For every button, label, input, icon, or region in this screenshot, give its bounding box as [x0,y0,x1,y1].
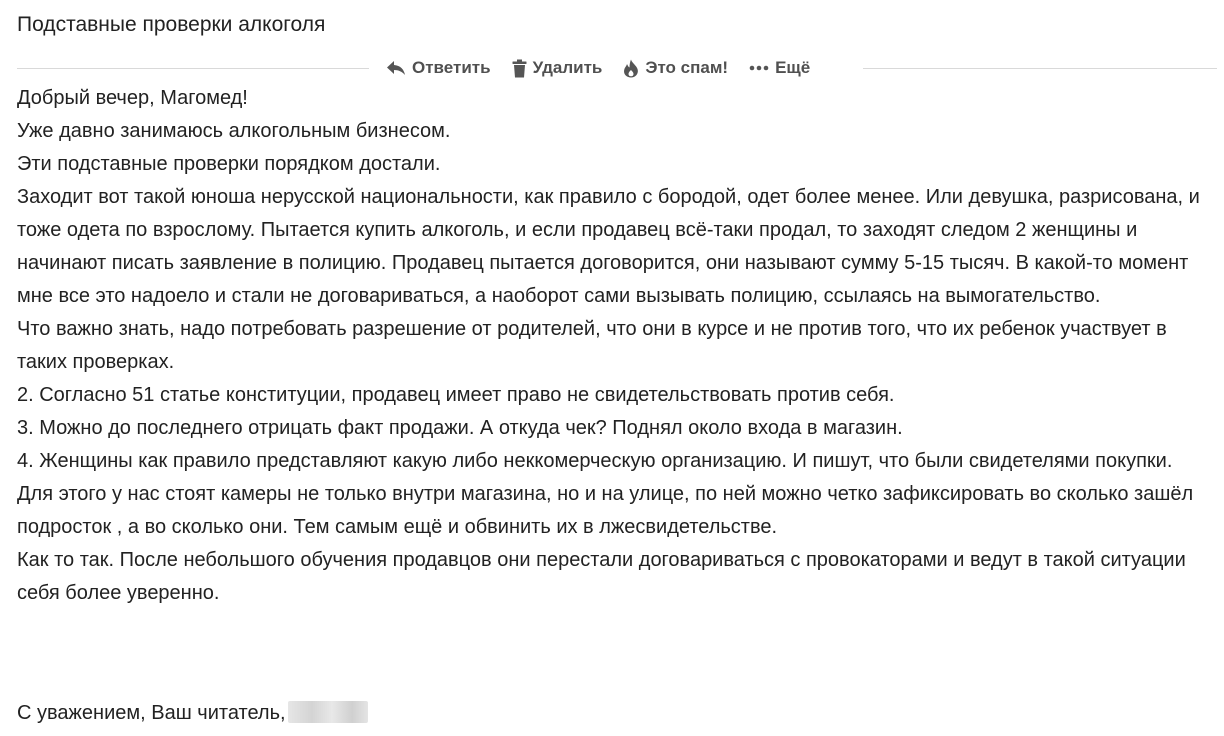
action-toolbar-row [17,56,1217,80]
body-paragraph: Уже давно занимаюсь алкогольным бизнесом. [17,120,451,142]
more-button-label: Ещё [775,58,811,77]
delete-button-label: Удалить [532,58,603,77]
action-toolbar [386,56,810,80]
delete-button[interactable] [512,56,603,80]
more-button[interactable] [749,56,810,80]
toolbar-divider-left [17,68,369,69]
reply-button-label: Ответить [412,58,491,77]
redacted-sender-name [288,701,368,723]
toolbar-divider-right [863,68,1217,69]
fire-icon [623,59,639,78]
body-paragraph: Что важно знать, надо потребовать разрешение от родителей, что они в курсе и не против того, что их ребенок участвует в таких проверках. [17,318,1167,373]
signature-text: С уважением, Ваш читатель, [17,702,286,724]
email-body [17,82,1212,610]
email-subject: Подставные проверки алкоголя [17,13,326,36]
reply-arrow-icon [386,60,406,76]
body-paragraph: 3. Можно до последнего отрицать факт продажи. А откуда чек? Поднял около входа в магазин. [17,417,903,439]
reply-button[interactable] [386,56,491,80]
email-signature [17,697,368,730]
body-paragraph: Как то так. После небольшого обучения продавцов они перестали договариваться с провокаторами и ведут в такой ситуации себя более уверенно. [17,549,1186,604]
body-paragraph: Заходит вот такой юноша нерусской национальности, как правило с бородой, одет более менее. Или девушка, разрисована, и тоже одета по взрослому. Пытается купить алкоголь, и если продавец всё-таки продал, то заходят следом 2 женщины и начинают писать заявление в полицию. Продавец пытается договорится, они называют сумму 5-15 тысяч. В какой-то момент мне все это надоело и стали не договариваться, а наоборот сами вызывать полицию, ссылаясь на вымогательство. [17,186,1200,307]
more-dots-icon [749,65,769,71]
spam-button[interactable] [623,56,728,80]
body-paragraph: 2. Согласно 51 статье конституции, продавец имеет право не свидетельствовать против себя. [17,384,895,406]
body-paragraph: 4. Женщины как правило представляют какую либо неккомерческую организацию. И пишут, что были свидетелями покупки. Для этого у нас стоят камеры не только внутри магазина, но и на улице, по ней можно четко зафиксировать во сколько зашёл подросток , а во сколько они. Тем самым ещё и обвинить их в лжесвидетельстве. [17,450,1194,538]
trash-icon [512,59,527,78]
body-paragraph: Добрый вечер, Магомед! [17,87,248,109]
body-paragraph: Эти подставные проверки порядком достали. [17,153,441,175]
spam-button-label: Это спам! [645,58,729,77]
